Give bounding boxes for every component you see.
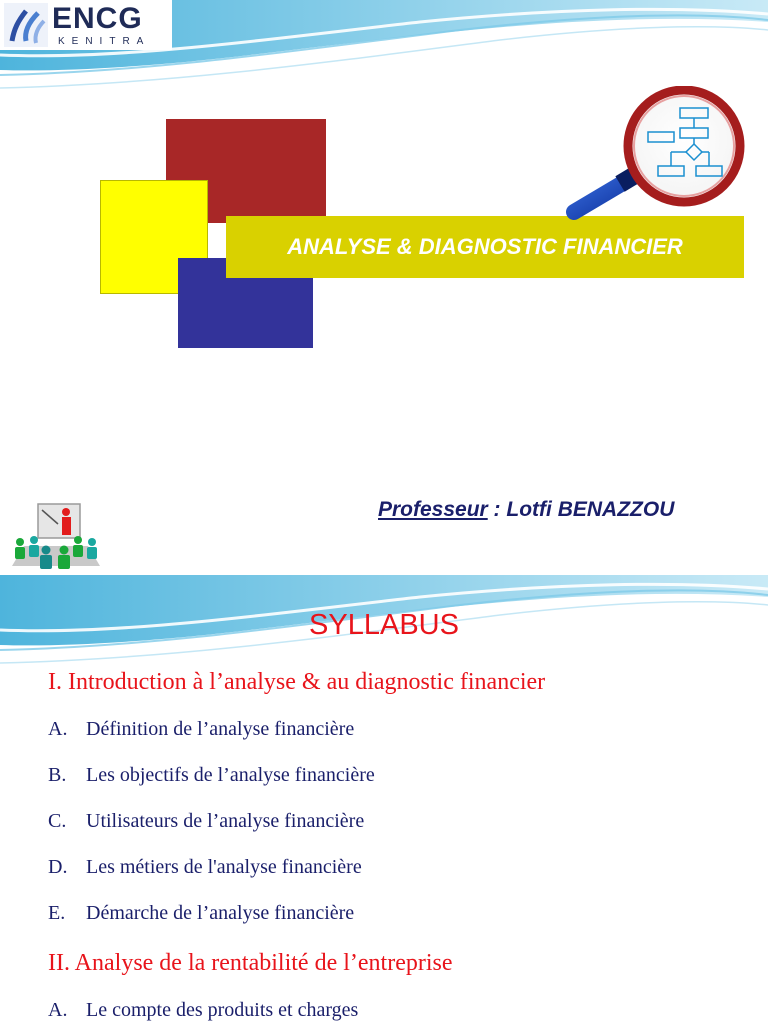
section-heading: I. Introduction à l’analyse & au diagnostic financier [48, 669, 546, 695]
item-text: Les métiers de l'analyse financière [86, 856, 362, 878]
item-letter: E. [48, 902, 66, 924]
item-text: Utilisateurs de l’analyse financière [86, 810, 365, 832]
logo-name: ENCG [52, 2, 143, 35]
syllabus-slide [0, 575, 768, 1024]
logo-subtitle: KENITRA [58, 36, 151, 47]
item-letter: A. [48, 718, 68, 740]
list-item [48, 902, 354, 925]
magnifier-flowchart-icon [560, 86, 750, 226]
professor-label: Professeur [378, 498, 488, 521]
item-letter: C. [48, 810, 67, 832]
syllabus-title: SYLLABUS [309, 609, 459, 641]
section-heading: II. Analyse de la rentabilité de l’entreprise [48, 950, 453, 976]
encg-logo [0, 0, 172, 50]
classroom-teacher-icon [8, 500, 104, 572]
list-item [48, 718, 354, 741]
list-item [48, 999, 358, 1022]
list-item [48, 810, 364, 833]
professor-separator: : [487, 498, 507, 521]
item-text: Le compte des produits et charges [86, 999, 359, 1021]
item-letter: D. [48, 856, 68, 878]
list-item [48, 764, 375, 787]
item-letter: A. [48, 999, 68, 1021]
item-text: Définition de l’analyse financière [86, 718, 355, 740]
professor-name: Lotfi BENAZZOU [506, 498, 675, 521]
logo-emblem-icon [4, 3, 48, 47]
list-item [48, 856, 362, 879]
item-letter: B. [48, 764, 67, 786]
presentation-title: ANALYSE & DIAGNOSTIC FINANCIER [287, 234, 683, 259]
item-text: Les objectifs de l’analyse financière [86, 764, 375, 786]
item-text: Démarche de l’analyse financière [86, 902, 355, 924]
professor-line [378, 498, 674, 522]
